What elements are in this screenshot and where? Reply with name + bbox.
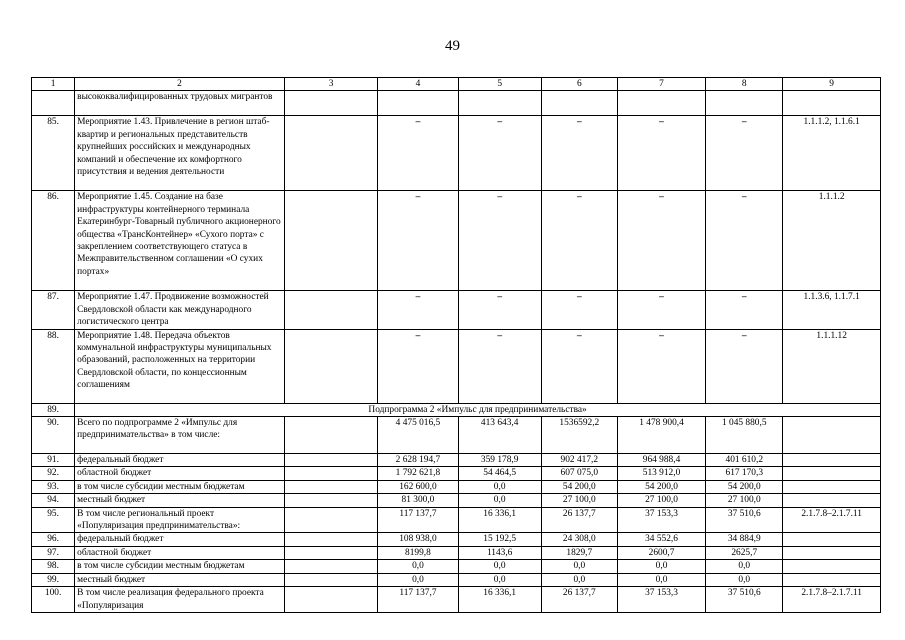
row-name: Мероприятие 1.47. Продвижение возможностей Свердловской области как международного логистического центра	[75, 291, 285, 329]
value-cell: 1 045 880,5	[706, 417, 783, 454]
table-cell	[284, 560, 378, 573]
value-cell: 37 153,3	[617, 587, 705, 613]
value-cell: 37 510,6	[706, 507, 783, 533]
measure-row	[32, 329, 881, 403]
header-cell: 9	[783, 78, 881, 91]
row-name: Мероприятие 1.48. Передача объектов коммунальной инфраструктуры муниципальных образований, расположенных на территории Свердловской области, по концессионным соглашениям	[75, 329, 285, 403]
table-cell	[284, 291, 378, 329]
value-cell: 2 628 194,7	[378, 454, 458, 467]
row-number: 96.	[32, 533, 75, 546]
header-cell: 1	[32, 78, 75, 91]
dash-cell: –	[541, 116, 617, 191]
table-cell	[284, 91, 378, 116]
dash-cell: –	[541, 291, 617, 329]
subprogram-title: Подпрограмма 2 «Импульс для предпринимательства»	[75, 403, 881, 416]
target-cell	[783, 417, 881, 454]
value-cell: 1143,6	[458, 546, 541, 559]
row-number: 87.	[32, 291, 75, 329]
budget-row	[32, 507, 881, 533]
dash-cell: –	[458, 191, 541, 291]
value-cell: 0,0	[458, 480, 541, 493]
target-cell	[783, 494, 881, 507]
value-cell: 16 336,1	[458, 507, 541, 533]
value-cell: 607 075,0	[541, 467, 617, 480]
budget-table	[31, 77, 881, 613]
value-cell: 902 417,2	[541, 454, 617, 467]
row-number: 100.	[32, 587, 75, 613]
table-body	[32, 78, 881, 613]
budget-row	[32, 587, 881, 613]
budget-row	[32, 533, 881, 546]
target-cell	[783, 480, 881, 493]
value-cell: 108 938,0	[378, 533, 458, 546]
row-number: 92.	[32, 467, 75, 480]
table-cell	[284, 494, 378, 507]
value-cell: 0,0	[617, 573, 705, 586]
table-cell	[284, 116, 378, 191]
row-name: местный бюджет	[75, 494, 285, 507]
dash-cell: –	[541, 191, 617, 291]
row-name: Мероприятие 1.43. Привлечение в регион штаб-квартир и региональных представительств крупнейших российских и международных компаний и обеспечение их комфортного присутствия и ведения деятельности	[75, 116, 285, 191]
table-cell	[284, 587, 378, 613]
row-name: в том числе субсидии местным бюджетам	[75, 560, 285, 573]
value-cell: 0,0	[378, 560, 458, 573]
dash-cell: –	[541, 329, 617, 403]
header-cell: 3	[284, 78, 378, 91]
measure-row	[32, 116, 881, 191]
value-cell: 27 100,0	[706, 494, 783, 507]
row-number: 85.	[32, 116, 75, 191]
row-name: высококвалифицированных трудовых мигрантов	[75, 91, 285, 116]
dash-cell: –	[378, 191, 458, 291]
value-cell: 964 988,4	[617, 454, 705, 467]
row-name: Всего по подпрограмме 2 «Импульс для предпринимательства» в том числе:	[75, 417, 285, 454]
dash-cell: –	[706, 329, 783, 403]
value-cell: 26 137,7	[541, 507, 617, 533]
value-cell: 24 308,0	[541, 533, 617, 546]
value-cell: 0,0	[458, 573, 541, 586]
table-cell	[617, 91, 705, 116]
header-cell: 2	[75, 78, 285, 91]
row-name: Мероприятие 1.45. Создание на базе инфраструктуры контейнерного терминала Екатеринбург-Товарный публичного акционерного общества «ТрансКонтейнер» «Сухого порта» с закреплением соответствующего статуса в Межправительственном соглашении «О сухих портах»	[75, 191, 285, 291]
value-cell: 1536592,2	[541, 417, 617, 454]
value-cell: 34 552,6	[617, 533, 705, 546]
subprogram-row	[32, 403, 881, 416]
value-cell: 1 792 621,8	[378, 467, 458, 480]
budget-row	[32, 560, 881, 573]
value-cell: 117 137,7	[378, 587, 458, 613]
dash-cell: –	[378, 116, 458, 191]
row-number: 88.	[32, 329, 75, 403]
value-cell: 8199,8	[378, 546, 458, 559]
dash-cell: –	[617, 116, 705, 191]
table-cell	[284, 454, 378, 467]
table-cell	[284, 533, 378, 546]
value-cell: 0,0	[458, 494, 541, 507]
target-cell	[783, 573, 881, 586]
value-cell: 2600,7	[617, 546, 705, 559]
value-cell: 37 153,3	[617, 507, 705, 533]
budget-row	[32, 467, 881, 480]
value-cell: 27 100,0	[617, 494, 705, 507]
row-number: 91.	[32, 454, 75, 467]
table-cell	[284, 467, 378, 480]
value-cell: 359 178,9	[458, 454, 541, 467]
value-cell: 0,0	[458, 560, 541, 573]
value-cell: 1829,7	[541, 546, 617, 559]
dash-cell: –	[458, 116, 541, 191]
value-cell: 0,0	[706, 573, 783, 586]
value-cell: 0,0	[541, 573, 617, 586]
value-cell: 117 137,7	[378, 507, 458, 533]
budget-row	[32, 417, 881, 454]
header-cell: 4	[378, 78, 458, 91]
dash-cell: –	[458, 291, 541, 329]
dash-cell: –	[617, 191, 705, 291]
row-name: областной бюджет	[75, 546, 285, 559]
row-name: В том числе реализация федерального проекта «Популяризация	[75, 587, 285, 613]
row-name: В том числе региональный проект «Популяризация предпринимательства»:	[75, 507, 285, 533]
row-name: федеральный бюджет	[75, 454, 285, 467]
header-cell: 8	[706, 78, 783, 91]
value-cell: 0,0	[617, 560, 705, 573]
continuation-row	[32, 91, 881, 116]
dash-cell: –	[378, 329, 458, 403]
target-cell: 1.1.1.12	[783, 329, 881, 403]
header-row	[32, 78, 881, 91]
target-cell	[783, 560, 881, 573]
row-number	[32, 91, 75, 116]
table-cell	[284, 573, 378, 586]
table-cell	[284, 507, 378, 533]
row-number: 89.	[32, 403, 75, 416]
value-cell: 54 200,0	[706, 480, 783, 493]
table-cell	[378, 91, 458, 116]
table-cell	[284, 417, 378, 454]
row-number: 86.	[32, 191, 75, 291]
value-cell: 54 200,0	[617, 480, 705, 493]
budget-row	[32, 494, 881, 507]
target-cell: 1.1.3.6, 1.1.7.1	[783, 291, 881, 329]
target-cell	[783, 467, 881, 480]
dash-cell: –	[617, 329, 705, 403]
row-name: в том числе субсидии местным бюджетам	[75, 480, 285, 493]
target-cell	[783, 533, 881, 546]
target-cell	[783, 546, 881, 559]
row-name: местный бюджет	[75, 573, 285, 586]
measure-row	[32, 191, 881, 291]
table-cell	[458, 91, 541, 116]
row-number: 99.	[32, 573, 75, 586]
value-cell: 1 478 900,4	[617, 417, 705, 454]
dash-cell: –	[706, 291, 783, 329]
dash-cell: –	[706, 116, 783, 191]
dash-cell: –	[617, 291, 705, 329]
value-cell: 54 464,5	[458, 467, 541, 480]
dash-cell: –	[378, 291, 458, 329]
value-cell: 413 643,4	[458, 417, 541, 454]
budget-row	[32, 480, 881, 493]
header-cell: 7	[617, 78, 705, 91]
value-cell: 15 192,5	[458, 533, 541, 546]
value-cell: 81 300,0	[378, 494, 458, 507]
dash-cell: –	[706, 191, 783, 291]
target-cell: 2.1.7.8–2.1.7.11	[783, 587, 881, 613]
row-number: 98.	[32, 560, 75, 573]
value-cell: 34 884,9	[706, 533, 783, 546]
table-cell	[284, 191, 378, 291]
header-cell: 5	[458, 78, 541, 91]
value-cell: 2625,7	[706, 546, 783, 559]
target-cell	[783, 454, 881, 467]
value-cell: 16 336,1	[458, 587, 541, 613]
value-cell: 617 170,3	[706, 467, 783, 480]
value-cell: 401 610,2	[706, 454, 783, 467]
target-cell: 2.1.7.8–2.1.7.11	[783, 507, 881, 533]
table-cell	[284, 546, 378, 559]
table-cell	[541, 91, 617, 116]
value-cell: 37 510,6	[706, 587, 783, 613]
target-cell: 1.1.1.2	[783, 191, 881, 291]
budget-row	[32, 573, 881, 586]
table-cell	[284, 329, 378, 403]
value-cell: 27 100,0	[541, 494, 617, 507]
row-number: 94.	[32, 494, 75, 507]
table-cell	[284, 480, 378, 493]
row-name: областной бюджет	[75, 467, 285, 480]
row-name: федеральный бюджет	[75, 533, 285, 546]
budget-row	[32, 454, 881, 467]
table-cell	[706, 91, 783, 116]
value-cell: 54 200,0	[541, 480, 617, 493]
measure-row	[32, 291, 881, 329]
page-number: 49	[445, 38, 460, 54]
dash-cell: –	[458, 329, 541, 403]
row-number: 97.	[32, 546, 75, 559]
value-cell: 0,0	[541, 560, 617, 573]
value-cell: 0,0	[706, 560, 783, 573]
target-cell: 1.1.1.2, 1.1.6.1	[783, 116, 881, 191]
row-number: 93.	[32, 480, 75, 493]
table-cell	[783, 91, 881, 116]
value-cell: 4 475 016,5	[378, 417, 458, 454]
budget-row	[32, 546, 881, 559]
value-cell: 26 137,7	[541, 587, 617, 613]
value-cell: 513 912,0	[617, 467, 705, 480]
row-number: 95.	[32, 507, 75, 533]
header-cell: 6	[541, 78, 617, 91]
value-cell: 0,0	[378, 573, 458, 586]
row-number: 90.	[32, 417, 75, 454]
value-cell: 162 600,0	[378, 480, 458, 493]
